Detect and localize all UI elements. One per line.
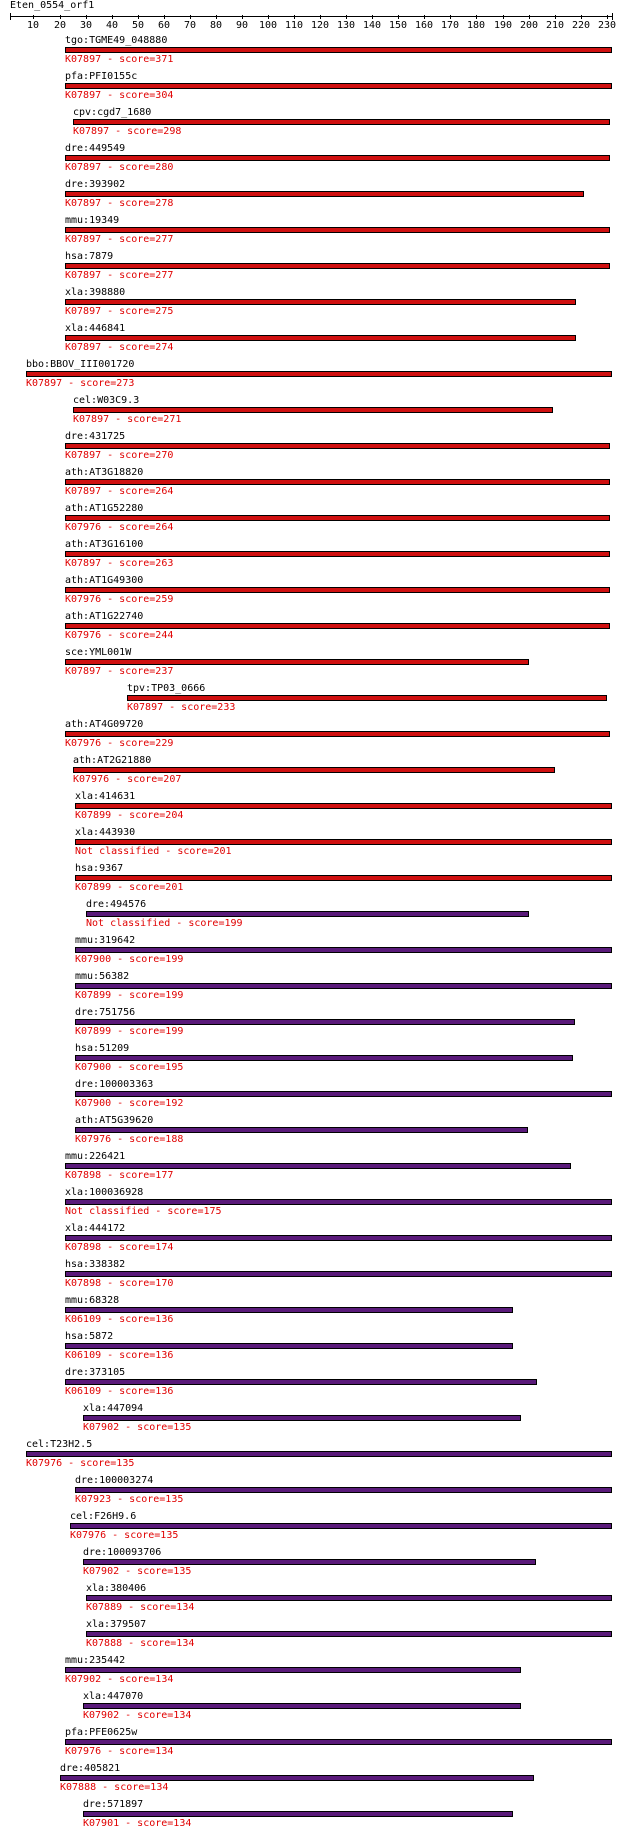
hit-name[interactable]: tpv:TP03_0666 <box>127 683 206 694</box>
hit-name[interactable]: dre:494576 <box>86 899 147 910</box>
hit-name[interactable]: cel:W03C9.3 <box>73 395 140 406</box>
hit-name[interactable]: dre:571897 <box>83 1799 144 1810</box>
hit-score-label[interactable]: K07897 - score=263 <box>65 558 174 569</box>
hit-score-label[interactable]: K07976 - score=207 <box>73 774 182 785</box>
hit-score-label[interactable]: K07899 - score=199 <box>75 1026 184 1037</box>
alignment-bar[interactable] <box>75 947 612 953</box>
hit-name[interactable]: ath:AT2G21880 <box>73 755 152 766</box>
alignment-bar[interactable] <box>86 1595 612 1601</box>
hit-name[interactable]: hsa:51209 <box>75 1043 130 1054</box>
axis-tick-label: 80 <box>209 20 223 31</box>
alignment-bar[interactable] <box>127 695 607 701</box>
hit-score-label[interactable]: K07898 - score=174 <box>65 1242 174 1253</box>
alignment-bar[interactable] <box>65 47 612 53</box>
axis-tick-label: 50 <box>131 20 145 31</box>
hit-name[interactable]: xla:100036928 <box>65 1187 144 1198</box>
alignment-bar[interactable] <box>65 1307 513 1313</box>
hit-score-label[interactable]: K07976 - score=135 <box>70 1530 179 1541</box>
hit-name[interactable]: xla:443930 <box>75 827 136 838</box>
hit-score-label[interactable]: K07888 - score=134 <box>86 1638 195 1649</box>
axis-tick-label: 150 <box>388 20 408 31</box>
hit-score-label[interactable]: K07899 - score=199 <box>75 990 184 1001</box>
alignment-bar[interactable] <box>65 731 610 737</box>
alignment-bar[interactable] <box>83 1559 536 1565</box>
alignment-bar[interactable] <box>70 1523 612 1529</box>
hit-score-label[interactable]: K07898 - score=177 <box>65 1170 174 1181</box>
hit-score-label[interactable]: Not classified - score=199 <box>86 918 243 929</box>
hit-name[interactable]: mmu:56382 <box>75 971 130 982</box>
hit-name[interactable]: ath:AT1G22740 <box>65 611 144 622</box>
hit-score-label[interactable]: K07897 - score=264 <box>65 486 174 497</box>
hit-score-label[interactable]: K07900 - score=195 <box>75 1062 184 1073</box>
hit-name[interactable]: mmu:319642 <box>75 935 136 946</box>
alignment-bar[interactable] <box>65 1739 612 1745</box>
hit-name[interactable]: hsa:7879 <box>65 251 114 262</box>
hit-score-label[interactable]: K06109 - score=136 <box>65 1386 174 1397</box>
alignment-bar[interactable] <box>75 1487 612 1493</box>
alignment-bar[interactable] <box>65 623 610 629</box>
hit-score-label[interactable]: K07976 - score=244 <box>65 630 174 641</box>
hit-name[interactable]: dre:100093706 <box>83 1547 162 1558</box>
hit-score-label[interactable]: K07897 - score=278 <box>65 198 174 209</box>
hit-name[interactable]: xla:398880 <box>65 287 126 298</box>
hit-name[interactable]: dre:100003363 <box>75 1079 154 1090</box>
alignment-bar[interactable] <box>73 119 610 125</box>
query-title: Eten_0554_orf1 <box>10 0 95 11</box>
alignment-bar[interactable] <box>86 1631 612 1637</box>
hit-score-label[interactable]: K07888 - score=134 <box>60 1782 169 1793</box>
hit-score-label[interactable]: K07902 - score=134 <box>65 1674 174 1685</box>
alignment-bar[interactable] <box>83 1415 521 1421</box>
hit-score-label[interactable]: K07897 - score=275 <box>65 306 174 317</box>
alignment-bar[interactable] <box>75 875 612 881</box>
hit-name[interactable]: dre:751756 <box>75 1007 136 1018</box>
hit-score-label[interactable]: K07976 - score=259 <box>65 594 174 605</box>
hit-name[interactable]: mmu:235442 <box>65 1655 126 1666</box>
hit-name[interactable]: pfa:PFI0155c <box>65 71 138 82</box>
hit-name[interactable]: xla:446841 <box>65 323 126 334</box>
axis-tick-label: 20 <box>53 20 67 31</box>
hit-score-label[interactable]: K07902 - score=134 <box>83 1710 192 1721</box>
alignment-bar[interactable] <box>75 1019 575 1025</box>
hit-name[interactable]: ath:AT3G16100 <box>65 539 144 550</box>
hit-name[interactable]: xla:447070 <box>83 1691 144 1702</box>
alignment-bar[interactable] <box>65 155 610 161</box>
axis-tick-label: 110 <box>284 20 304 31</box>
axis-tick-label: 60 <box>157 20 171 31</box>
hit-score-label[interactable]: K07898 - score=170 <box>65 1278 174 1289</box>
alignment-bar[interactable] <box>75 1127 528 1133</box>
alignment-bar[interactable] <box>75 803 612 809</box>
hit-score-label[interactable]: K07897 - score=280 <box>65 162 174 173</box>
hit-score-label[interactable]: K07976 - score=229 <box>65 738 174 749</box>
axis-tick-label: 90 <box>235 20 249 31</box>
axis-tick-label: 170 <box>440 20 460 31</box>
alignment-bar[interactable] <box>65 659 529 665</box>
hit-score-label[interactable]: Not classified - score=201 <box>75 846 232 857</box>
hit-name[interactable]: sce:YML001W <box>65 647 132 658</box>
hit-score-label[interactable]: K07976 - score=134 <box>65 1746 174 1757</box>
hit-name[interactable]: xla:380406 <box>86 1583 147 1594</box>
alignment-bar[interactable] <box>86 911 529 917</box>
hit-name[interactable]: cel:F26H9.6 <box>70 1511 137 1522</box>
hit-name[interactable]: ath:AT5G39620 <box>75 1115 154 1126</box>
axis-tick-label: 130 <box>336 20 356 31</box>
hit-name[interactable]: ath:AT4G09720 <box>65 719 144 730</box>
hit-name[interactable]: ath:AT1G52280 <box>65 503 144 514</box>
alignment-bar[interactable] <box>75 839 612 845</box>
hit-name[interactable]: mmu:226421 <box>65 1151 126 1162</box>
alignment-bar[interactable] <box>65 227 610 233</box>
hit-name[interactable]: pfa:PFE0625w <box>65 1727 138 1738</box>
hit-name[interactable]: dre:393902 <box>65 179 126 190</box>
hit-score-label[interactable]: K07897 - score=277 <box>65 234 174 245</box>
alignment-bar[interactable] <box>65 1343 513 1349</box>
hit-score-label[interactable]: K07897 - score=371 <box>65 54 174 65</box>
hit-name[interactable]: ath:AT1G49300 <box>65 575 144 586</box>
hit-name[interactable]: dre:100003274 <box>75 1475 154 1486</box>
alignment-bar[interactable] <box>65 191 584 197</box>
alignment-bar[interactable] <box>65 335 576 341</box>
axis-tick-label: 210 <box>545 20 565 31</box>
hit-score-label[interactable]: K07901 - score=134 <box>83 1818 192 1829</box>
axis-tick-label: 10 <box>26 20 40 31</box>
hit-name[interactable]: hsa:338382 <box>65 1259 126 1270</box>
alignment-bar[interactable] <box>73 407 553 413</box>
hit-score-label[interactable]: K07889 - score=134 <box>86 1602 195 1613</box>
hit-score-label[interactable]: K07976 - score=264 <box>65 522 174 533</box>
hit-name[interactable]: cel:T23H2.5 <box>26 1439 93 1450</box>
hit-score-label[interactable]: K07897 - score=237 <box>65 666 174 677</box>
hit-score-label[interactable]: K06109 - score=136 <box>65 1314 174 1325</box>
hit-score-label[interactable]: K07897 - score=304 <box>65 90 174 101</box>
axis-tick-label: 30 <box>79 20 93 31</box>
hit-score-label[interactable]: K07897 - score=271 <box>73 414 182 425</box>
alignment-bar[interactable] <box>65 1379 537 1385</box>
axis-tick-label: 40 <box>105 20 119 31</box>
hit-name[interactable]: ath:AT3G18820 <box>65 467 144 478</box>
axis-tick-label: 70 <box>183 20 197 31</box>
hit-score-label[interactable]: K07900 - score=199 <box>75 954 184 965</box>
alignment-bar[interactable] <box>65 443 610 449</box>
hit-name[interactable]: mmu:68328 <box>65 1295 120 1306</box>
hit-score-label[interactable]: K07900 - score=192 <box>75 1098 184 1109</box>
hit-score-label[interactable]: K07902 - score=135 <box>83 1566 192 1577</box>
axis-tick-label: 100 <box>258 20 278 31</box>
axis-tick-label: 230 <box>597 20 617 31</box>
hit-name[interactable]: xla:444172 <box>65 1223 126 1234</box>
axis-tick-label: 160 <box>414 20 434 31</box>
hit-name[interactable]: dre:373105 <box>65 1367 126 1378</box>
alignment-bar[interactable] <box>26 371 612 377</box>
alignment-bar[interactable] <box>65 83 612 89</box>
hit-name[interactable]: dre:431725 <box>65 431 126 442</box>
axis-tick-label: 120 <box>310 20 330 31</box>
hit-score-label[interactable]: K07976 - score=135 <box>26 1458 135 1469</box>
alignment-bar[interactable] <box>73 767 555 773</box>
hit-name[interactable]: hsa:9367 <box>75 863 124 874</box>
axis-tick-label: 180 <box>466 20 486 31</box>
hit-name[interactable]: xla:379507 <box>86 1619 147 1630</box>
hit-score-label[interactable]: K07899 - score=201 <box>75 882 184 893</box>
alignment-bar[interactable] <box>65 479 610 485</box>
alignment-bar[interactable] <box>65 587 610 593</box>
alignment-bar[interactable] <box>75 1091 612 1097</box>
alignment-bar[interactable] <box>75 1055 573 1061</box>
alignment-bar[interactable] <box>26 1451 612 1457</box>
alignment-bar[interactable] <box>65 1199 612 1205</box>
hit-name[interactable]: hsa:5872 <box>65 1331 114 1342</box>
hit-score-label[interactable]: K07899 - score=204 <box>75 810 184 821</box>
hit-name[interactable]: cpv:cgd7_1680 <box>73 107 152 118</box>
axis-tick-label: 200 <box>519 20 539 31</box>
alignment-bar[interactable] <box>65 1271 612 1277</box>
axis-tick-label: 220 <box>571 20 591 31</box>
alignment-bar[interactable] <box>83 1703 521 1709</box>
axis-tick-label: 190 <box>493 20 513 31</box>
hit-score-label[interactable]: K07897 - score=270 <box>65 450 174 461</box>
hit-name[interactable]: mmu:19349 <box>65 215 120 226</box>
hit-score-label[interactable]: K07897 - score=277 <box>65 270 174 281</box>
hit-name[interactable]: xla:414631 <box>75 791 136 802</box>
hit-score-label[interactable]: K06109 - score=136 <box>65 1350 174 1361</box>
axis-tick-label: 140 <box>362 20 382 31</box>
hit-score-label[interactable]: K07897 - score=273 <box>26 378 135 389</box>
alignment-bar[interactable] <box>65 1235 612 1241</box>
alignment-bar[interactable] <box>83 1811 513 1817</box>
alignment-bar[interactable] <box>60 1775 534 1781</box>
hit-score-label[interactable]: K07976 - score=188 <box>75 1134 184 1145</box>
alignment-bar[interactable] <box>65 1163 571 1169</box>
hit-name[interactable]: dre:405821 <box>60 1763 121 1774</box>
hit-name[interactable]: dre:449549 <box>65 143 126 154</box>
hit-score-label[interactable]: Not classified - score=175 <box>65 1206 222 1217</box>
alignment-bar[interactable] <box>75 983 612 989</box>
alignment-bar[interactable] <box>65 515 610 521</box>
hit-name[interactable]: tgo:TGME49_048880 <box>65 35 168 46</box>
hit-score-label[interactable]: K07897 - score=233 <box>127 702 236 713</box>
hit-score-label[interactable]: K07923 - score=135 <box>75 1494 184 1505</box>
alignment-bar[interactable] <box>65 1667 521 1673</box>
hit-score-label[interactable]: K07897 - score=298 <box>73 126 182 137</box>
hit-name[interactable]: xla:447094 <box>83 1403 144 1414</box>
alignment-bar[interactable] <box>65 299 576 305</box>
alignment-bar[interactable] <box>65 551 610 557</box>
hit-score-label[interactable]: K07902 - score=135 <box>83 1422 192 1433</box>
alignment-bar[interactable] <box>65 263 610 269</box>
hit-name[interactable]: bbo:BBOV_III001720 <box>26 359 135 370</box>
hit-score-label[interactable]: K07897 - score=274 <box>65 342 174 353</box>
